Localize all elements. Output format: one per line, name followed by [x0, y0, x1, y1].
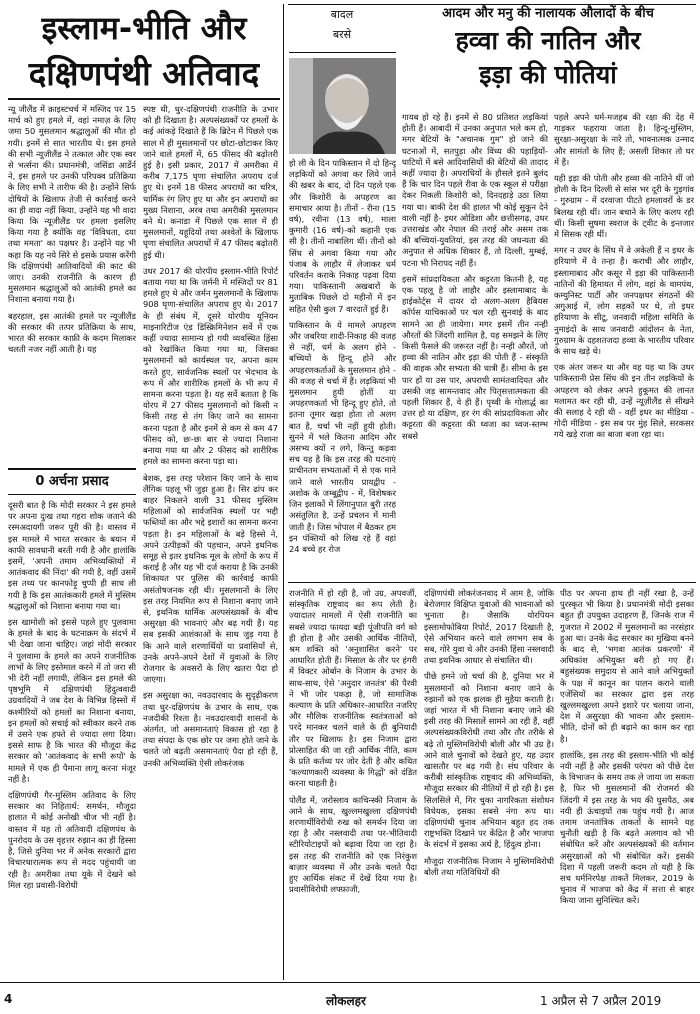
right-headline	[400, 4, 696, 92]
right-col1-para: मगर न उधर के सिंध में वे अकेली हैं न इधर के हरियाणे में वे तन्हा हैं। कराची और लाहौर, इस्लामाबाद और कसूर में इड़ा की पाकिस्तानी नातिनों की हिमायत में लोग, वहां के वामपंथ, कम्युनिस्ट पार्टी और जनपक्षधर संगठनों की अगुआई में, लोग सड़कों पर थे, तो इधर हरियाणा के सीटू, जनवादी महिला समिति के नुमाइंदों के साथ जनवादी आंदोलन के नेता, गुरुग्राम के दहशतजदा हव्वा के भारतीय परिवार के साथ खड़े थे।	[554, 245, 694, 357]
bottom-col1	[289, 588, 417, 978]
bottom-col3-para: पीठ पर अपना हाथ ही नहीं रखा है, उन्हें पुरस्कृत भी किया है। प्रधानमंत्री मोदी इसका बहुत ही उपयुक्त उदाहरण हैं, जिनके राज में गुजरात में 2002 में मुसलमानों का नरसंहार हुआ था। उनके केंद्र सरकार का मुखिया बनने के बाद से, 'भगवा आतंक प्रकरणों' में अधिकांश अभियुक्त बरी हो गए हैं। बहुसंख्यक समुदाय से आने वाले अभियुक्तों के पक्ष में कानून का पालन कराने वाली एजेंसियों का सरकार द्वारा इस तरह खुल्लमखुल्ला अपने इशारे पर चलाया जाना, देश में असुरक्षा की भावना और इस्लाम-भीति, दोनों को ही बढ़ाने का काम कर रहा है।	[560, 588, 694, 744]
bottom-col1-para: पोलैंड में, जरोस्लाव काचिन्स्की निजाम के आने के साथ, खुल्लमखुल्ला दक्षिणपंथी शरणार्थीविरोधी रुख को समर्थन दिया जा रहा है और नस्लवादी तथा पर-भीतिवादी स्टीरियोटाइपों को बढ़ावा दिया जा रहा है। इस तरह की राजनीति को एक निरंकुश बाज़ार व्यवस्था में और उनके चलते पैदा हुए आर्थिक संकट में देखें दिया गया है। प्रवासीविरोधी लफ्फ़ाजी,	[289, 794, 417, 895]
right-headline-kicker: आदम और मनु की नालायक औलादों के बीच	[442, 6, 654, 21]
left-headline	[10, 5, 278, 97]
publication-name: लोकलहर	[326, 994, 366, 1008]
bottom-col1-para: राजनीति में हो रही है, जो उग्र, अपवर्जी, सांस्कृतिक राष्ट्रवाद का रूप लेती है। ज्यादातर मामलों में ऐसी राजनीति का सबसे ज्यादा फायदा बड़ी पूंजीपति वर्ग को ही होता है और उसकी आर्थिक नीतियों, श्रम शक्ति को 'अनुशासित करने' पर आधारित होती हैं। मिसाल के तौर पर हंगरी में विक्टर ओर्बान के निजाम के उभार के साथ-साथ, ऐसे 'अनुदार जनतंत्र' की पैरवी ने भी जोर पकड़ा है, जो सामाजिक कल्याण के प्रति अधिकार-आधारित नजरिए और मौलिक राजनीतिक स्वतंत्रताओं को परदे मानकर चलने वाले के ही बुनियादी तौर पर खिलाफ है। इस निजाम द्वारा प्रोत्साहित की जा रही आर्थिक नीति, काम के प्रति कर्तव्य पर जोर देती है और कथित 'कल्याणकारी व्यवस्था के गिद्धों' को दंडित करना चाहती है।	[289, 588, 417, 789]
page-number: 4	[4, 992, 13, 1006]
left-col1b-para: दक्षिणपंथी गैर-मुस्लिम अतिवाद के लिए सरकार का निहितार्थ: समर्थन, मौजूदा हालात में कोई अनोखी चीज भी नहीं है। वास्तव में यह तो अतिवादी दक्षिणपंथ के पुनरोदय के उस वृहत्तर रुझान का ही हिस्सा है, जिसे दुनिया भर में अनेक सरकारों द्वारा विचारधारात्मक रूप से मदद पहुंचायी जा रही है। अमरीका तथा यूके में देखने को मिल रहा प्रवासी-विरोधी	[8, 790, 136, 890]
left-col1-top	[8, 104, 136, 464]
left-headline-rule	[8, 98, 280, 100]
bottom-col3-para: हालांकि, इस तरह की इस्लाम-भीति भी कोई नयी नहीं है और इसकी परंपरा को पीछे देश के विभाजन के समय तक ले जाया जा सकता है, फिर भी मुसलमानों की रोजमर्रा की जिंदगी में इस तरह के भय की घुसपैठ, अब नयी ही ऊंचाइयों तक पहुंच गयी है। आज तमाम जनतांत्रिक ताकतों के सामने यह चुनौती खड़ी है कि बढ़ते अलगाव को भी संबोधित करें और अल्पसंख्यकों की वर्तमान असुरक्षाओं को भी संबोधित करें। इसकी दिशा में पहली जरूरी कदम तो यही है कि सच धर्मनिरपेक्ष ताकतें मिलकर, 2019 के चुनाव में भाजपा को केंद्र में सत्ता से बाहर किया जाना सुनिश्चित करें।	[560, 749, 694, 906]
left-col2-para: इस असुरक्षा का, नवउदारवाद के सुदृढ़ीकरण तथा धुर-दक्षिणपंथ के उभार के साथ, एक नजदीकी रिश्ता है। नवउदारवादी शासनों के अंतर्गत, जो असमानताएं विकास हो रहा है तथा संपदा के एक छोर पर जमा होते जाने के चलते जो बढ़ती असमानताएं पैदा हो रही हैं, उनकी अभिव्यक्ति ऐसी लोकरंजक	[143, 690, 278, 768]
bottom-col3	[560, 588, 694, 978]
middle-col2-para: गायब हो रहे हैं। इनमें से 80 प्रतिशत लड़कियां होती हैं। आबादी में उनका अनुपात भले कम हो, मगर बेटियों के "अचानक गुम" हो जाने की घटनाओं में, सतपुड़ा और विंध्य की पहाड़ियों-घाटियों में बसे आदिवासियों की बेटियों की तादाद कहीं ज्यादा है। अपराधियों के हौसले इतने बुलंद हैं कि चार दिन पहले रीवा के एक स्कूल से परीक्षा देकर निकली किशोरी को, दिनदहाड़े उठा लिया गया था। बाकी देश की हालत भी कोई सुकून देने वाली नहीं है- इधर ओडिशा और छत्तीसगढ़, उधर उत्तराखंड और नेपाल की तराई और असम तक की बच्चियां-युवतियां, इस तरह की जघन्यता की अनुपात से अधिक शिकार हैं, तो दिल्ली, मुम्बई, पटना भी निरापद नहीं हैं।	[402, 112, 548, 268]
left-col2-para: उधर 2017 की योरपीय इस्लाम-भीति रिपोर्ट बताया गया था कि जर्मनी में मस्जिदों पर 81 हमले हुए थे और जर्मन मुसलमानों के खिलाफ 908 घृणा-संचालित अपराध हुए थे। 2017 के ही संबंध में, दूसरे योरपीय यूनियन माइनारिटीज एंड डिस्क्रिमिनेशन सर्वे में एक कहीं ज्यादा सामान्य हो गयी व्यवस्थित हिंसा को रेखांकित किया गया था, जिसका मुसलमानों को कार्यस्थल पर, अपना काम करते हुए, सार्वजनिक स्थलों पर भेदभाव के रूप में और शारीरिक हमलों के भी रूप में सामना करना पड़ता है। यह सर्वे बताता है कि योरप में 27 फीसद मुसलमानों को किसी न किसी तरह से तंग किए जाने का सामना करना पड़ता है और इनमें से कम से कम 47 फीसद को, छः-छः बार से ज्यादा निशाना बनाया गया था और 2 फीसद को शारीरिक हमले का सामना करना पड़ा था।	[143, 265, 278, 467]
bottom-col2-para: मौजूदा राजनीतिक निजाम ने मुस्लिमविरोधी बोली तथा गतिविधियों की	[424, 855, 554, 877]
middle-col1-para: हो ली के दिन पाकिस्तान में दो हिन्दू लड़कियों को अगवा कर लिये जाने की खबर के बाद, दो दिन पहले एक और किशोरी के अपहरण का समाचार आया है। तीनों - रीना (15 वर्ष), रवीना (13 वर्ष), माला कुमारी (16 वर्ष)-को कहानी एक सी है। तीनों नाबालिग थीं। तीनों को सिंध से अगवा किया गया और पंजाब के लाहौर में लेजाकर धर्म परिवर्तन कराके निकाह पढ़वा दिया गया। पाकिस्तानी अखबारों के मुताबिक पिछले दो महीनों में इन सहित ऐसी कुल 7 वारदातें हुई हैं।	[289, 158, 396, 314]
middle-col2-para: इसमें सांप्रदायिकता और कट्टरता कितनी है, यह एक पहलू है जो लाहौर और इस्लामाबाद के हाईकोर्ट्स में दायर दो अलग-अलग हैबियस कॉर्पस याचिकाओं पर चल रही सुनवाई के बाद सामने आ ही जायेगा। मगर इसमें तीन नन्ही औरतों की जिंदगी शामिल है, यह समझने के लिए किसी फैसले की जरूरत नहीं है। नन्ही औरतें, जो हव्वा की नातिन और इड़ा की पोती हैं - संस्कृति की वाहक और सभ्यता की धात्री हैं। सीमा के इस पार हों या उस पार, अपराधी सामंतवादियत और उसकी जड़ सामन्तवाद और पितृसत्तात्मकता की पहली शिकार हैं, वे ही हैं। पृथ्वी के गोलार्द्ध का उत्तर हो या दक्षिण, हर रंग की सांप्रदायिकता और कट्टरता की कट्टरता की ध्वजा का ध्वज-स्तम्भ सबसे	[402, 273, 548, 441]
middle-col2	[402, 112, 548, 580]
left-col2-para: स्पष्ट थी, धुर-दक्षिणपंथी राजनीति के उभार को ही दिखाता है। अल्पसंख्यकों पर हमलों के कई आंकड़े दिखाते हैं कि ब्रिटेन में पिछले एक साल में ही मुसलमानों पर छोटा-छोटाकर किए जाने वाले हमलों में, 65 फीसद की बढ़ोतरी हुई है। इसी प्रकार, 2017 में अमरीका में करीब 7,175 घृणा संचालित अपराध दर्ज हुए थे। इनमें 18 फीसद अपराधों का चरित्र, धार्मिक रंग लिए हुए था और इन अपराधों का मुख्य निशाना, अरब तथा अमरीकी मुसलमान बने थे। कनाडा में पिछले एक साल में ही मुसलमानों, यहूदियों तथा अश्वेतों के खिलाफ घृणा संचालित अपराधों में 47 फीसद बढ़ोतरी हुई थी।	[143, 104, 278, 260]
left-headline-line1: इस्लाम-भीति और	[41, 9, 247, 47]
right-headline-line2: इड़ा की पोतियां	[479, 60, 617, 89]
right-article-border-top	[288, 4, 696, 5]
left-col1-bottom	[8, 500, 136, 976]
left-col2-para: बेशक, इस तरह परेशान किए जाने के साथ लैंगिक पहलू भी जुड़ा हुआ है। सिर ढांप कर बाहर निकलने वाली 31 फीसद मुस्लिम महिलाओं को सार्वजनिक स्थलों पर भद्दी फब्तियों का और भद्दे इशारों का सामना करना पड़ता है। इन महिलाओं के बड़े हिस्से ने, अपने उत्पीड़कों की पहचान, अपने इथनिक समूह से इतर इथनिक मूल के लोगों के रूप में कराई है और यह भी दर्ज कराया है कि उनकी शिकायत पर पुलिस की कार्रवाई काफी असंतोषजनक रही थी। मुसलमानों के लिए इस तरह नियमित रूप से निशाना बनाए जाने से, इथनिक धार्मिक अल्पसंख्यकों के बीच असुरक्षा की भावनाएं और बढ़ गयी हैं। यह सब इसकी आशंकाओं के साथ जुड़ गया है कि आने वाले शरणार्थियों या प्रवासियों से, उनके अपने-अपने देशों में युवाओं के लिए रोजगार के अवसरों के लिए खतरा पैदा हो जाएगा।	[143, 472, 278, 685]
author-photo	[289, 58, 396, 154]
columnist-box	[289, 5, 395, 53]
columnist-label-1: बादल	[330, 8, 354, 21]
right-col1-para: यही इड़ा की पोती और हव्वा की नातिने थीं जो होली के दिन दिल्ली से सांस भर दूरी के गुड़गांव - गुरुग्राम - में दरवाजा पीटते हमलावरों के डर बिलख रही थीं। जान बचाने के लिए कलप रही थीं। किसी सुषमा स्वराज के ट्वीट के इन्तजार में सिसक रही थीं।	[554, 173, 694, 240]
issue-date: 1 अप्रैल से 7 अप्रैल 2019	[540, 994, 662, 1008]
page-footer	[0, 986, 700, 1012]
left-col1b-para: इस खामोशी को इससे पहले हुए पुलवामा के हमले के बाद के घटनाक्रम के संदर्भ में भी देखा जाना चाहिए। जहां मोदी सरकार ने पुलवामा के हमले का अपने राजनीतिक लाभों के लिए इस्तेमाल करने में तो जरा सी भी देरी नहीं लगायी, लेकिन इस हमले की पृष्ठभूमि में दक्षिणपंथी हिंदुत्ववादी उग्रवादियों ने जब देश के विभिन्न हिस्सों में कश्मीरियों को हमलों का निशाना बनाया, इन हमलों को सचाई को स्वीकार करने तक में उसने एक हफ्ते से ज्यादा लगा दिया। इससे साफ है कि भारत की मौजूदा केंद्र सरकार को 'आतंकवाद के सभी रूपों' के मामले में एक ही पैमाना लागू करना मंजूर नहीं है।	[8, 617, 136, 784]
left-col1b-para: दूसरी बात है कि मोदी सरकार ने इस हमले पर अपना दुःख तथा गहरा शोक जताने की रस्मअदायगी जरूर पूरी की है। वास्तव में इस मामले में भारत सरकार के बयान में काफी सावधानी बरती गयी है और हालांकि इसमें, 'अपनी तमाम अभिव्यक्तियों में आतंकवाद की निंदा' की गयी है, वहीं उसमें इस तथ्य पर कानफोड़ू चुप्पी ही साध ली गयी है कि इस आतंककारी हमले में मुस्लिम श्रद्धालुओं को निशाना बनाया गया था।	[8, 500, 136, 611]
right-article-border-bottom	[288, 582, 696, 583]
left-col2	[143, 104, 278, 976]
middle-col1	[289, 158, 396, 580]
left-headline-line2: दक्षिणपंथी अतिवाद	[28, 54, 260, 93]
right-headline-line1: हव्वा की नातिन और	[455, 26, 641, 55]
columnist-label-2: बरसे	[332, 28, 352, 41]
author-portrait-image	[289, 58, 396, 154]
columnist-box-rule	[289, 52, 396, 53]
author-byline: 0 अर्चना प्रसाद	[8, 468, 136, 495]
right-col1-para: एक अंतर जरूर था और वह यह था कि उधर पाकिस्तानी प्रेस सिंध की इन तीन लड़कियों के अपहरण को लेकर अपने हुकूमत की लानत मलामत कर रही थी, उन्हें न्यूज़ीलैंड से सीखने की सलाह दे रही थी - वहीं इधर का मीडिया - गोदी मीडिया - इस सब पर मुंह सिले, सरकसर गये खड़े राजा का बाजा बजा रहा था।	[554, 362, 694, 440]
bottom-col2-para: दक्षिणपंथी लोकरंजनवाद में आम है, जोकि बेरोजगार विक्षिप्त युवाओं की भावनाओं को भुनाता है। जैसाकि योरपियन इस्लामोफोबिया रिपोर्ट, 2017 दिखाती है, ऐसे अभियान करने वाले लगभग सब के सब, गोरे युवा थे और उनकी हिंसा नस्लवादी तथा इथनिक आधार से संचालित थी।	[424, 588, 554, 666]
right-col1	[554, 112, 694, 580]
column-divider	[283, 4, 284, 980]
middle-col1-para: पाकिस्तान के ये मामले अपहरण और जबरिया शादी-निकाह की वजह से नहीं, धर्म के अलग होने - बच्चियों के हिन्दू होने और अपहरणकर्ताओं के मुसलमान होने - की वजह से चर्चा में हैं। लड़कियां भी मुसलमान हुयी होतीं या अपहरणकर्ता भी हिन्दू हुए होते, तो इतना तूमार खड़ा होता तो अलग बात है, चर्चा भी नहीं हुयी होती। सुनने में भले कितना आदिम और असभ्य क्यों न लगे, किन्तु कड़वा सच यह है कि इस तरह की घटनाएं प्राचीनतम सभ्यताओं में से एक माने जाने वाले भारतीय प्रायद्वीप - अशोक के जम्बूद्वीप - में, विशेषकर जिन इलाकों में लिंगानुपात बुरी तरह असंतुलित है, उन्हें प्रचलन में मानी जाती हैं। जिस भोपाल में बैठकर हम इन पंक्तियों को लिख रहे हैं वहां 24 बच्चे हर रोज	[289, 319, 396, 554]
left-col1-para: न्यू जीलैंड में क्राइस्टचर्च में मस्जिद पर 15 मार्च को हुए हमले में, वहां नमाज़ के लिए जमा 50 मुसलमान श्रद्धालुओं की मौत हो गयी। इनमें से सात भारतीय थे। इस हमले की सभी न्यूजीलैंड ने तत्काल और एक स्वर से भर्त्सना की। प्रधानमंत्री, जसिंडा आर्डेर्न ने, इस हमले पर उनकी परिपक्व प्रतिक्रिया के लिए सभी ने तारीफ की है। उन्होंने सिर्फ दोषियों के खिलाफ तेजी से कार्रवाई करने का ही वादा नहीं किया, उन्होंने यह भी वादा किया कि न्यूजीलैंड पर हमला इसलिए किया गया है क्योंकि वह 'विविधता, दया तथा ममता' का पक्षधर है। उन्होंने यह भी कहा कि यह नये सिरे से इसके प्रयास करेंगी कि दक्षिणपंथी आतिवादियों की काट की जाए। उनकी राजनीति के कारण ही मुसलमान श्रद्धालुओं को आतंकी हमले का निशाना बनाया गया है।	[8, 104, 136, 305]
bottom-col2-para: पीछे हमने जो चर्चा की है, दुनिया भर में मुसलमानों को निशाना बनाए जाने के रुझानों को एक झलक ही मुहैया कराती है। जहां भारत में भी निशाना बनाए जाने की इसी तरह की मिसालें सामने आ रही हैं, वहीं अल्पसंख्यकविरोधी तथा और तौर तरीके से बढ़े तो मुस्लिमविरोधी बोली और भी उग्र है। आने वाले चुनावों को देखते हुए, यह उदार खासतौर पर बढ़ गयी है। संघ परिवार के करीबी सांस्कृतिक राष्ट्रवाद की अभिव्यक्ति, मौजूदा सरकार की नीतियों में हो रही है। इस सिलसिले में, गिर चुका नागरिकता संशोधन विधेयक, इसका सबसे नंगा रूप था। दक्षिणपंथी चुनाव अभियान बहुत हद तक राष्ट्रभक्ति दिखाने पर केंद्रित है और भाजपा के संदर्भ में इसका अर्थ है, हिंदुत्व होना।	[424, 671, 554, 850]
right-col1-para: पहले अपने धर्म-मजहब की रक्षा की देह में गाड़कर फहराया जाता है। हिन्दू-मुस्लिम, सुरक्षा-असुरक्षा के नारे तो, भावनात्मक उन्माद और सामंतों के लिए हैं; असली शिकार तो घर में हैं।	[554, 112, 694, 167]
left-col1-para: बहरहाल, इस आतंकी हमले पर न्यूजीलैंड की सरकार की तत्पर प्रतिक्रिया के साथ, भारत की सरकार काफ़ी के कदम मिलाकर चलती नजर नहीं आती है। यह	[8, 310, 136, 355]
bottom-col2	[424, 588, 554, 978]
footer-rule	[0, 982, 700, 983]
